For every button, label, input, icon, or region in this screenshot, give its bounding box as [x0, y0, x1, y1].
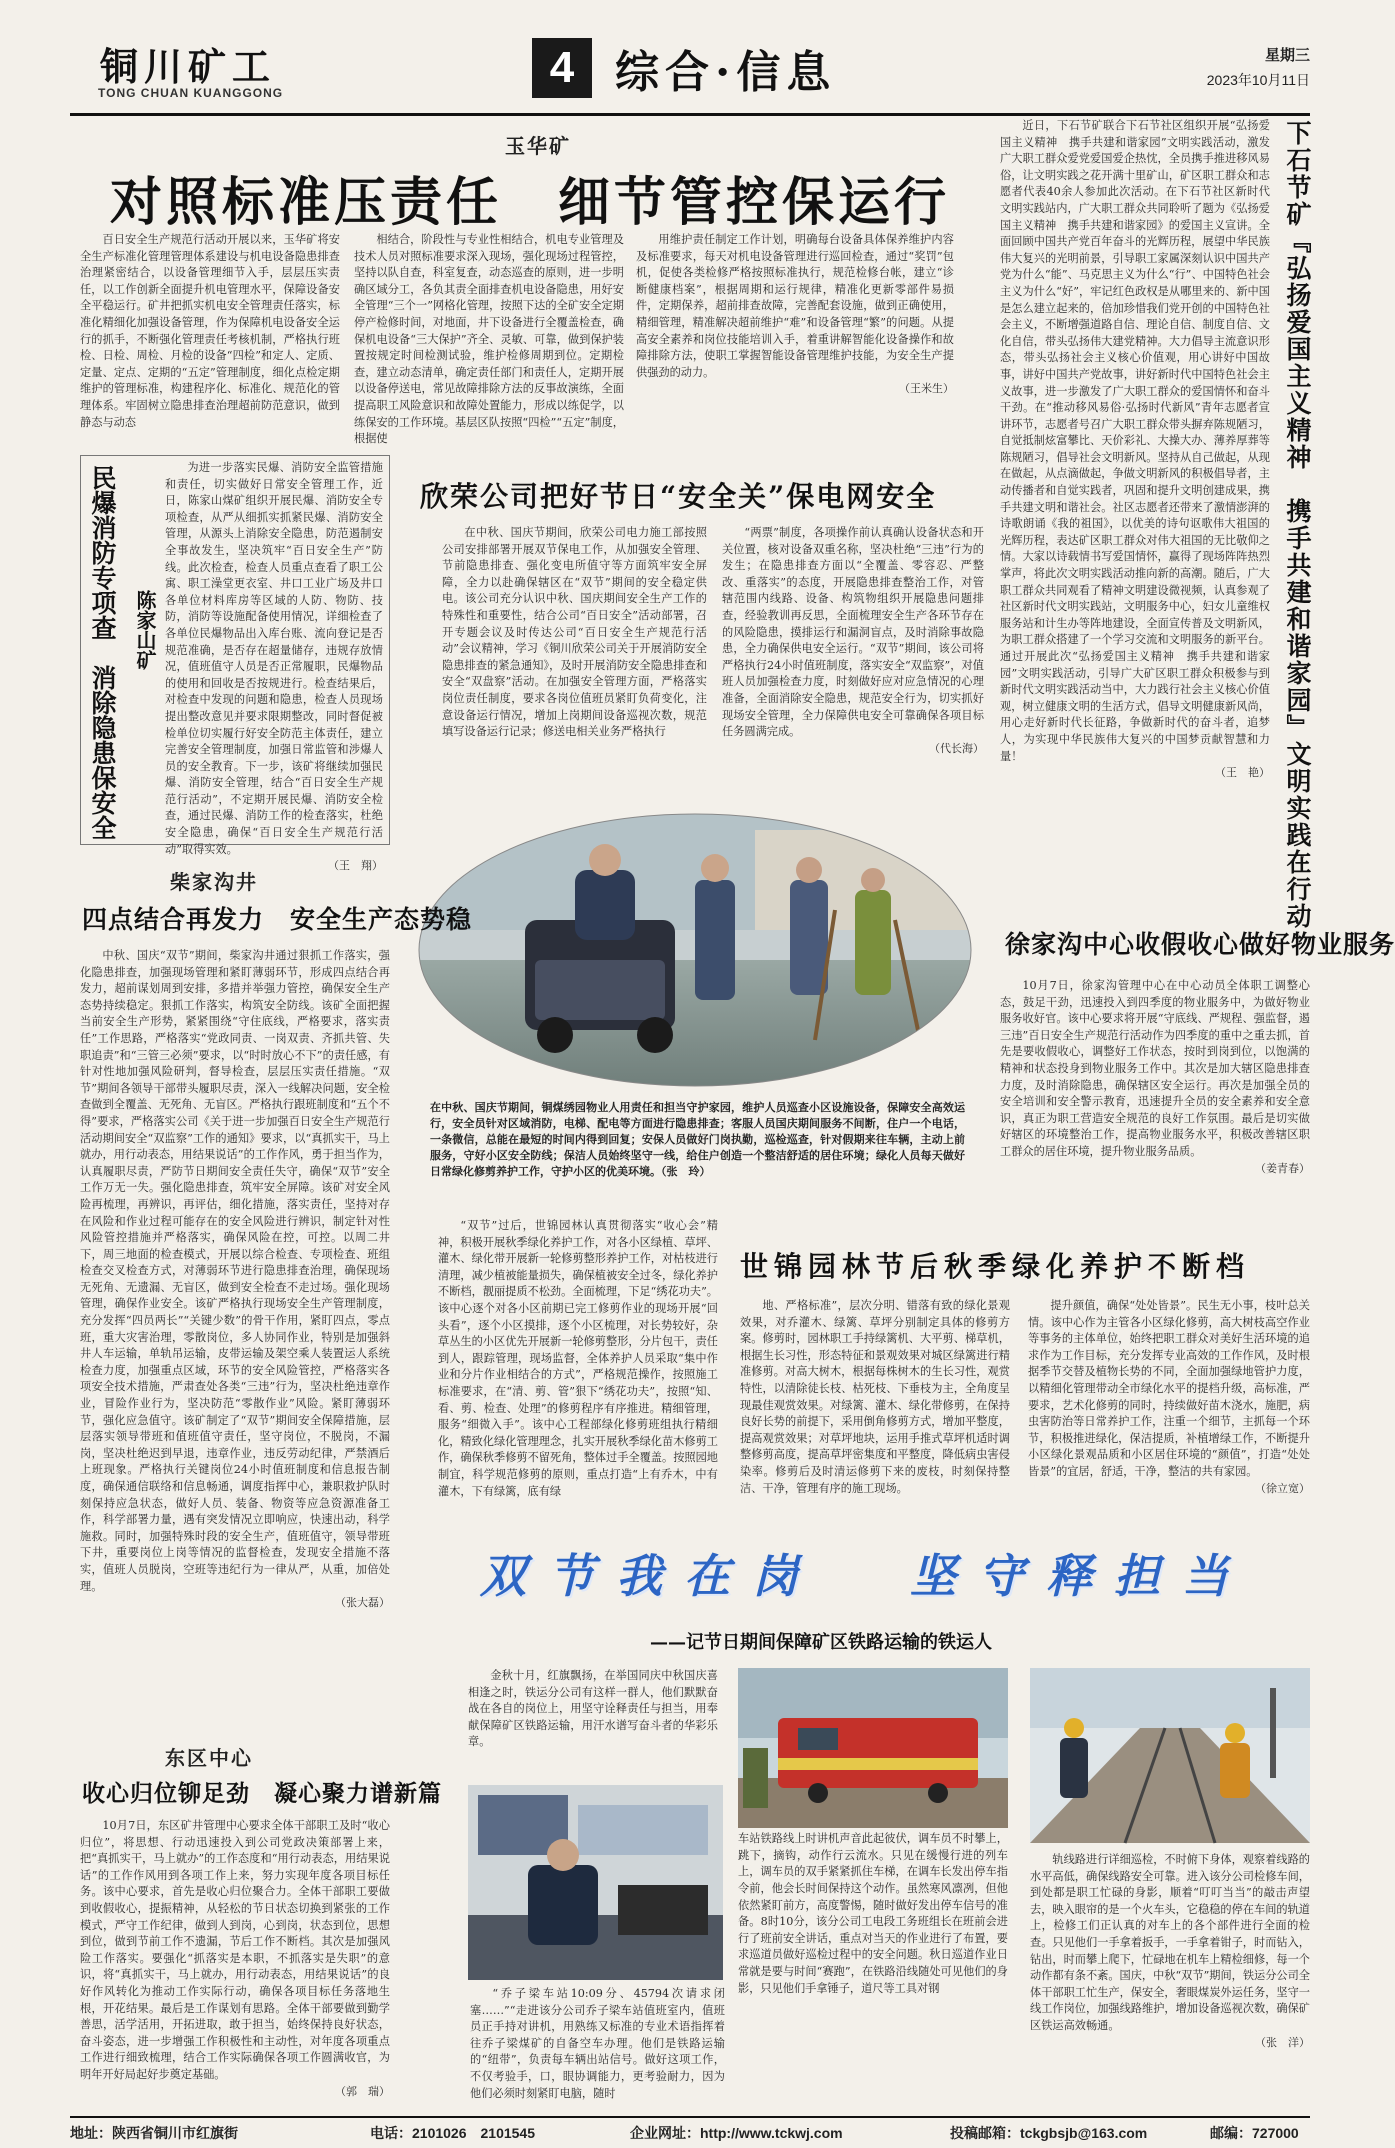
property-photo-caption: 在中秋、国庆节期间，铜煤绣园物业人用责任和担当守护家园，维护人员巡查小区设施设备，保障安全高效运行，安全员针对区域消防，电梯、配电等方面进行隐患排查；客服人员国庆期间服务不间断，住户一个电话，一条微信，总能在最短的时间内得到回复；安保人员做好门岗执勤，巡检巡查，针对假期来往车辆，主动上前服务，守好小区安全防线；保洁人员始终坚守一线，给住户创造一个整洁舒适的居住环境；绿化人员每天做好日常绿化修剪养护工作，守护小区的优美环境。（张 玲）: [430, 1101, 965, 1178]
locomotive-photo: [738, 1668, 1008, 1828]
dongqu-body: 10月7日，东区矿井管理中心要求全体干部职工及时“收心归位”，将思想、行动迅速投入到公司党政决策部署上来，把“真抓实干，马上就办”的工作态度和“用行动表态，用结果说话”的工作作风用到各项工作上来，努力实现年度各项目标任务。该中心要求，首先是收心归位聚合力。全体干部职工要做到收假收心，提振精神，从轻松的节日状态切换到紧张的工作模式，严守工作纪律，做到人到岗，心到岗，状态到位，思想到位，做到节前工作不遗漏，节后工作不断档。其次是加强风险工作落实。要强化“抓落实是本职，不抓落实是失职”的意识，将“真抓实干，马上就办，用行动表态，用结果说话”的良好作风转化为推动工作实际行动，确保各项目标任务落地生根，开花结果。最后是工作谋划有思路。全体干部要做到勤学善思，活学活用，开拓进取，敢于担当，始终保持良好状态，奋斗姿态，进一步增强工作积极性和主动性，对年度各项重点工作进行细致梳理，结合工作实际确保各项工作圆满收官，为明年开好局起好步奠定基础。 （郭 瑞）: [80, 1818, 390, 2113]
section-title: 综合·信息: [615, 47, 837, 98]
weekday: 星期三: [1264, 47, 1310, 64]
shijin-col-1: “双节”过后，世锦园林认真贯彻落实“收心会”精神，积极开展秋季绿化养护工作，对各小区绿植、草坪、灌木、绿化带开展新一轮修剪整形养护工作，对枯枝进行清理，减少植被能量损失，确保植被安全过冬，绿化养护不断档，靓丽提质不松劲。全面梳理，下足“绣花功夫”。该中心逐个对各小区前期已完工修剪作业的现场开展“回头看”，逐个小区摸排，逐个小区梳理，对长势较好，杂草丛生的小区优先开展新一轮修剪整形，分片包干，责任到人，跟踪管理，现场监督，全体养护人员采取“集中作业和分片作业相结合的方式”，严格规范操作，按照施工标准要求，在“清、剪、管”狠下“绣花功夫”，按照“知、看、剪、检查、处理”的修剪程序有序推进。精细管理，服务“细微入手”。该中心工程部绿化修剪班组执行精细化，精致化绿化管理理念，扎实开展秋季绿化苗木修剪工作，确保秋季修剪不留死角，整体过手全覆盖。按照园地制宜，科学规范修剪的原则，重点打造“上有乔木，中有灌木，下有绿篱，底有绿: [438, 1219, 718, 1498]
footer: [70, 2120, 1310, 2144]
chaijiagou-headline: 四点结合再发力 安全生产态势稳: [82, 905, 473, 934]
xinrong-col-2: “两票”制度，各项操作前认真确认设备状态和开关位置，核对设备双重名称，坚决杜绝“三违”行为的发生；在隐患排查方面以“全覆盖、零容忍、严整改、重落实”的态度，开展隐患排查整治工作，对管辖范围内线路、设备、构筑物组织开展隐患问题排查，经验教训再反思，全面梳理安全生产各环节存在的风险隐患，摸排运行和漏洞盲点，及时消除事故隐患，全力确保供电安全运行。“双节”期间，该公司将严格执行24小时值班制度，落实安全“双监察”，对值班人员加强检查力度，时刻做好应对应急情况的心理准备，全面消除安全隐患，规范安全行为，切实抓好现场安全管理，全力保障供电安全可靠确保各项目标任务圆满完成。 （代长海）: [722, 525, 984, 825]
railway-intro: 金秋十月，红旗飘扬，在举国同庆中秋国庆喜相逢之时，铁运分公司有这样一群人，他们默默奋战在各自的岗位上，用坚守诠释责任与担当，用奉献保障矿区铁路运输，用汗水谱写奋斗者的华彩乐章。: [468, 1669, 718, 1749]
page-number: 4: [532, 38, 592, 98]
footer-phone: 电话：2101026 2101545: [370, 2125, 536, 2141]
xinrong-col-1: 在中秋、国庆节期间，欣荣公司电力施工部按照公司安排部署开展双节保电工作，从加强安全管理、节前隐患排查、强化变电所值守等方面筑牢安全屏障，全力以赴确保辖区在“双节”期间的安全稳定供电。该公司充分认识中秋、国庆期间安全生产工作的特殊性和重要性，结合公司“百日安全”活动部署，召开专题会议及时传达公司“百日安全生产规范行活动”会议精神，学习《铜川欣荣公司关于开展消防安全隐患排查的紧急通知》，及时开展消防安全隐患排查和安全“双盘察”活动。在加强安全管理方面，严格落实岗位责任制度，要求各岗位值班员紧盯负荷变化，注意设备运行情况，增加上岗期间设备巡视次数，规范填写设备运行记录；修送电相关业务严格执行: [442, 526, 707, 739]
shijin-headline: 世锦园林节后秋季绿化养护不断档: [740, 1250, 1251, 1283]
shijin-col-3: 提升颜值，确保“处处皆景”。民生无小事，枝叶总关情。该中心作为主管各小区绿化修剪，高大树枝高空作业等事务的主体单位，始终把职工群众对美好生活环境的追求作为工作目标，充分发挥专业高效的工作作风，及时根据季节交替及植物长势的不同，全面加强绿地管护力度，以精细化管理带动全市绿化水平的提档升级，高标准，严要求，艺术化修剪的同时，持续做好苗木浇水，施肥，病虫害防治等日常养护工作，注重一个细节，主抓每一个环节，积极推进绿化，保洁提质，补植增绿工作，不断提升小区绿化景观品质和小区居住环境的“颜值”，打造“处处皆景”的宜居，舒适，干净，整洁的共有家园。 （徐立宽）: [1028, 1298, 1310, 1528]
xiashijie-body: 近日，下石节矿联合下石节社区组织开展“弘扬爱国主义精神 携手共建和谐家园”文明实践活动，激发广大职工群众爱党爱国爱企热忱，全员携手推进移风易俗，让文明实践之花开满十里矿山，矿区职工群众和志愿者代表40余人参加此次活动。在下石节社区新时代文明实践站内，广大职工群众共同聆听了题为《弘扬爱国主义精神 携手共建和谐家园》的爱国主义宣讲。全面回顾中国共产党百年奋斗的光辉历程，展望中华民族伟大复兴的光明前景，引导职工家属深刻认识中国共产党为什么“能”、马克思主义为什么“行”、中国特色社会主义为什么“好”，牢记红色政权是从哪里来的、新中国是怎么建立起来的，倍加珍惜我们党开创的中国特色社会主义，不断增强道路自信、理论自信、制度自信、文化自信，带头弘扬伟大建党精神。大力倡导主流意识形态，带头弘扬社会主义核心价值观，用心讲好中国故事，讲好中国共产党故事，讲好新时代中国特色社会主义故事，进一步激发了广大职工群众的爱国情怀和奋斗干劲。在“推动移风易俗·弘扬时代新风”青年志愿者宣讲环节，志愿者号召广大职工群众带头摒弃陈规陋习，自觉抵制炫富攀比、天价彩礼、大操大办、薄养厚葬等陈规陋习，倡导社会文明新风。坚持从自己做起，从现在做起，从点滴做起，争做文明新风的积极倡导者，主动传播者和自觉实践者，巩固和提升文明创建成果，携手共建文明和谐社会。社区志愿者还带来了激情澎湃的诗歌朗诵《我的祖国》，以优美的诗句讴歌伟大祖国的光辉历程，表达矿区职工群众对伟大祖国的无比敬仰之情。大家以诗载情书写爱国情怀，赢得了现场阵阵热烈掌声，将此次文明实践活动推向新的高潮。随后，广大职工群众共同观看了精神文明建设微视频，认真参观了社区新时代文明实践站，文明服务中心，妇女儿童维权服务站和计生办等阵地建设，全面宣传普及文明新风，为职工群众搭建了一个学习交流和文明服务的新平台。通过开展此次“弘扬爱国主义精神 携手共建和谐家园”文明实践活动，引导广大矿区职工群众积极参与到新时代文明实践活动当中，大力践行社会主义核心价值观，树立健康文明的生活方式，倡导文明健康新风尚，用心走好新时代长征路，争做新时代的奋斗者，追梦人，为实现中华民族伟大复兴的中国梦贡献智慧和力量！ （王 艳）: [1000, 118, 1270, 1208]
newspaper-pinyin: TONG CHUAN KUANGGONG: [98, 86, 284, 100]
footer-email[interactable]: 投稿邮箱：tckgbsjb@163.com: [950, 2125, 1148, 2141]
chenjiashan-body: 为进一步落实民爆、消防安全监管措施和责任，切实做好日常安全管理工作，近日，陈家山煤矿组织开展民爆、消防安全专项检查，从严从细抓实抓紧民爆、消防安全管理，从源头上消除安全隐患，防范遏制安全事故发生，坚决筑牢“百日安全生产”防线。此次检查，检查人员重点查看了职工公寓、职工澡堂更衣室、井口工业广场及井口各单位材料库房等区域的人防、物防、技防，消防等设施配备使用情况，详细检查了各单位民爆物品出入库台账、流向登记是否规范准确，是否存在超量储存，违规存放情况，值班值守人员是否正常履职，民爆物品的使用和回收是否按规进行。检查结果后，对检查中发现的问题和隐患，检查人员现场提出整改意见并要求限期整改，同时督促被检单位切实履行好安全防范主体责任，建立完善安全管理制度，加强日常监管和涉爆人员的安全教育。下一步，该矿将继续加强民爆、消防安全管理，结合“百日安全生产规范行活动”，不定期开展民爆、消防安全检查，通过民爆、消防工作的检查落实，杜绝安全隐患，确保“百日安全生产规范行活动”取得实效。 （王 翔）: [165, 460, 383, 840]
chaijiagou-byline: （张大磊）: [335, 1596, 390, 1610]
lead-col-3: 用维护责任制定工作计划，明确每台设备具体保养维护内容及标准要求，每天对机电设备管理进行巡回检查，通过“奖罚”包机，促使各类检修严格按照标准执行，规范检修台帐，建立“诊断健康档案”，根据周期和运行规律，精准化更新零部件易损件，定期保养，超前排查故障，完善配套设施，做到正确使用，精细管理，精准解决超前维护“难”和设备管理“繁”的问题。从提高安全素养和岗位技能培训入手，着重讲解智能化设备操作和故障排除方法，使职工掌握智能设备管理维护技能，为安全生产提供强劲的动力。 （王米生）: [636, 232, 954, 432]
lead-byline: （王米生）: [899, 382, 954, 396]
lead-col-1: 百日安全生产规范行活动开展以来，玉华矿将安全生产标准化管理管理体系建设与机电设备隐患排查治理紧密结合，以设备管理细节入手，层层压实责任，以工作创新全面提升机电管理水平，保障设备安全平稳运行。矿井把抓实机电安全管理责任落实，标准化精细化加强设备管理，作为保障机电设备安全运行的抓手，不断强化管理责任考核机制，严格执行班检、日检、周检、月检的设备“四检”和定人、定质、定量、定点、定期的“五定”管理制度，细化点检定期维护的管理标准，构建程序化、标准化、规范化的管理体系。牢固树立隐患排查治理超前防范意识，做到静态与动态: [80, 233, 340, 429]
masthead: [70, 30, 1310, 110]
footer-website[interactable]: 企业网址：http://www.tckwj.com: [630, 2125, 843, 2141]
dongqu-byline: （郭 瑞）: [335, 2084, 390, 2098]
xujiagou-byline: （姜青春）: [1255, 1161, 1310, 1175]
railway-col-left: “乔子梁车站10:09分、45794次请求闭塞……”“走进该分公司乔子梁车站值班室内，值班员正手持对讲机，用熟练又标准的专业术语指挥着往乔子梁煤矿的自备空车办理。他们是铁路运输的“纽带”，负责每车辆出站信号。做好这项工作，不仅考验手，口，眼协调能力，更考验耐力，因为他们必须时刻紧盯电脑，随时: [470, 1987, 725, 2100]
banner-left: 双节我在岗: [480, 1549, 820, 1603]
chenjiashan-byline: （王 翔）: [328, 859, 383, 873]
shijin-byline: （徐立宽）: [1255, 1481, 1310, 1495]
masthead-rule: [70, 113, 1310, 116]
footer-rule: [70, 2116, 1310, 2118]
railway-col-mid: 车站铁路线上时讲机声音此起彼伏，调车员不时攀上，跳下，摘钩，动作行云流水。只见在缓慢行进的列车上，调车员的双手紧紧抓住车梯，在调车长发出停车指令前，他会长时间保持这个动作。虽然寒风凛冽，但他依然紧盯前方，高度警惕，随时做好发出停车信号的准备。8时10分，该分公司工电段工务班组长在班前会进行了班前安全讲话，重点对当天的作业进行了布置，要求巡道员做好巡检过程中的安全问题。秋日巡道作业日常就是要与时间“赛跑”，在铁路沿线随处可见他们的身影，只见他们手拿锤子，道尺等工具对钢: [738, 1832, 1008, 1995]
property-service-photo: [415, 810, 975, 1090]
issue-date: 2023年10月11日: [1206, 72, 1310, 88]
xiashijie-vertical-title: 下石节矿『弘扬爱国主义精神 携手共建和谐家园』文明实践在行动: [1283, 120, 1312, 930]
footer-address: 地址：陕西省铜川市红旗街: [70, 2125, 238, 2141]
chaijiagou-body: 中秋、国庆“双节”期间，柴家沟井通过狠抓工作落实，强化隐患排查，加强现场管理和紧盯薄弱环节，形成四点结合再发力，超前谋划周到安排，多措并举强力管控，确保安全生产态势持续稳定。狠抓工作落实，构筑安全防线。该矿全面把握当前安全生产形势，紧紧围绕“守住底线，严格要求，落实责任”工作思路，严格落实“党政同责、一岗双责、齐抓共管、失职追责”和“三管三必须”要求，以“时时放心不下”的责任感，有针对性地加强风险研判，督导检查，层层压实责任措施。“双节”期间各领导干部带头履职尽责，深入一线解决问题，安全检查做到全覆盖、无死角、无盲区。严格执行跟班制度和“五个不得”要求，严格落实公司《关于进一步加强百日安全生产规范行活动期间安全“双监察”工作的通知》要求，以“真抓实干，马上就办，用行动表态，用结果说话”的工作作风，勇于担当作为，认真履职尽责，严防节日期间安全责任失守，确保“双节”安全工作万无一失。强化隐患排查，筑牢安全屏障。该矿对安全风险再梳理，再辨识，再评估，细化措施，落实责任，坚持对存在风险和作业过程可能存在的安全风险进行辨识，制定针对性风险管控措施并严格落实，确保风险在控，可控。以周二井下，周三地面的检查模式，开展以综合检查、专项检查、班组检查交叉检查方式，对薄弱环节进行隐患排查治理，确保现场无死角、无遗漏、无盲区，做到安全检查不走过场。强化现场管理，确保作业安全。该矿严格执行现场安全生产管理制度，充分发挥“四员两长”“关键少数”的骨干作用，紧盯四点，零点班，重大灾害治理，零散岗位，多人协同作业，特别是加强斜井人车运输，单轨吊运输，皮带运输及架空乘人装置运人系统检查力度，加强重点区域，环节的安全风险管控，严格落实各项安全技术措施，严肃查处各类“三违”行为，坚决杜绝违章作业，冒险作业行为，坚决防范“零散作业”风险。紧盯薄弱环节，强化应急值守。该矿制定了“双节”期间安全保障措施，层层落实领导带班和值班值守责任，坚守岗位，不脱岗，不漏岗，坚决杜绝迟到早退，违章作业，违反劳动纪律，严禁酒后上班现象。严格执行关键岗位24小时值班制度和信息报告制度，确保通信联络和信息畅通，调度指挥中心，兼职救护队时刻保持应急状态，做好人员、装备、物资等应急资源准备工作，科学部署力量，遇有突发情况立即响应，快速出动，科学施救。同时，加强特殊时段的安全生产，值班值守，领导带班下井，重要岗位上岗等情况的监督检查，发现安全措施不落实，值班人员脱岗，空班等违纪行为一律从严，从重，加倍处理。 （张大磊）: [80, 948, 390, 1718]
track-inspection-photo: [1030, 1668, 1310, 1843]
chaijiagou-kicker: 柴家沟井: [170, 870, 258, 894]
railway-subtitle: ——记节日期间保障矿区铁路运输的铁运人: [650, 1632, 992, 1653]
railway-byline: （张 洋）: [1255, 2035, 1310, 2049]
xiashijie-byline: （王 艳）: [1215, 766, 1270, 780]
xinrong-byline: （代长海）: [929, 741, 984, 755]
xinrong-headline: 欣荣公司把好节日“安全关”保电网安全: [420, 480, 937, 513]
lead-headline: 对照标准压责任 细节管控保运行: [110, 172, 951, 233]
dongqu-headline: 收心归位铆足劲 凝心聚力谱新篇: [82, 1780, 442, 1807]
dispatch-room-photo: [468, 1785, 723, 1980]
railway-banner: [480, 1540, 1310, 1605]
lead-col-2: 相结合，阶段性与专业性相结合，机电专业管理及技术人员对照标准要求深入现场，强化现场过程管控，坚持以队自查，科室复查，动态巡查的原则，进一步明确区域分工，各负其责全面排查机电设备隐患，用好安全管理“三个一”网格化管理，按照下达的全矿安全定期停产检修时间，对地面，井下设备进行全覆盖检查，确保机电设备“三大保护”齐全、灵敏、可靠，做到保护装置按规定时间检测试验，维护检修周期到位。定期检查，建立动态清单，确定责任部门和责任人，定期开展以设备停送电，常见故障排除方法的反事故演练，全面提高职工风险意识和故障处置能力，形成以练促学，以练保安的工作环境。基层区队按照“四检”“五定”制度，根据使: [354, 233, 624, 446]
lead-kicker: 玉华矿: [505, 134, 571, 158]
chenjiashan-vertical-title: 民爆消防专项查 消除隐患保安全: [88, 465, 117, 840]
chenjiashan-vertical-kicker: 陈家山矿: [133, 590, 157, 670]
newspaper-name: 铜川矿工: [100, 44, 277, 89]
xujiagou-headline: 徐家沟中心收假收心做好物业服务: [1005, 930, 1395, 959]
banner-right: 坚守释担当: [910, 1549, 1250, 1603]
xujiagou-body: 10月7日，徐家沟管理中心在中心动员全体职工调整心态，鼓足干劲，迅速投入到四季度的物业服务中，为做好物业服务收好官。该中心要求将开展“守底线、严规程、强监督，遏三违”百日安全生产规范行活动作为四季度的重中之重去抓，首先是要收假收心，调整好工作状态，按时到岗到位，以饱满的精神和状态投身到物业服务工作中。其次是加大辖区隐患排查力度，及时消除隐患，确保辖区安全运行。再次是加强全员的安全培训和安全警示教育，迅速提升全员的安全素养和安全意识，真正为职工营造安全规范的良好工作氛围。最后是切实做好辖区的环境整治工作，提高物业服务水平，积极改善辖区职工群众的居住环境，提升物业服务品质。 （姜青春）: [1000, 978, 1310, 1213]
shijin-col-2: 地、严格标准”，层次分明、错落有致的绿化景观效果，对乔灌木、绿篱、草坪分别制定具体的修剪方案。修剪时，园林职工手持绿篱机、大平剪、梯草机，根据生长习性，形态特征和景观效果对城区绿篱进行精准修剪。对高大树木，根据每株树木的生长习性，观赏特性，以清除徒长枝、枯死枝、下垂枝为主，全角度呈现最佳观赏效果。对绿篱、灌木、绿化带修剪，在保持良好长势的前提下，采用倒角修剪方式，增加平整度，提高观赏效果；对草坪地块，运用手推式草坪机适时调整修剪高度，提高草坪密集度和平整度，降低病虫害侵染率。修剪后及时清运修剪下来的废枝，时刻保持整洁、干净，管理有序的施工现场。: [740, 1299, 1010, 1495]
dongqu-kicker: 东区中心: [165, 1746, 253, 1770]
footer-postcode: 邮编：727000: [1210, 2125, 1299, 2141]
railway-col-right: 轨线路进行详细巡检，不时俯下身体，观察着线路的水平高低，确保线路安全可靠。进入该分公司检修车间，到处都是职工忙碌的身影，顺着“叮叮当当”的敲击声望去，映入眼帘的是一个火车头，它稳稳的停在车间的轨道上，检修工们正认真的对车上的各个部件进行全面的检查。只见他们一手拿着扳手，一手拿着钳子，时而钻入，钻出，时而攀上爬下，忙碌地在机车上精检细修，每一个动作都有条不紊。国庆，中秋“双节”期间，铁运分公司全体干部职工忙生产，保安全，奢眼煤炭外运任务，坚守一线工作岗位，加强线路维护，增加设备巡视次数，确保矿区铁运高效畅通。 （张 洋）: [1030, 1852, 1310, 2112]
